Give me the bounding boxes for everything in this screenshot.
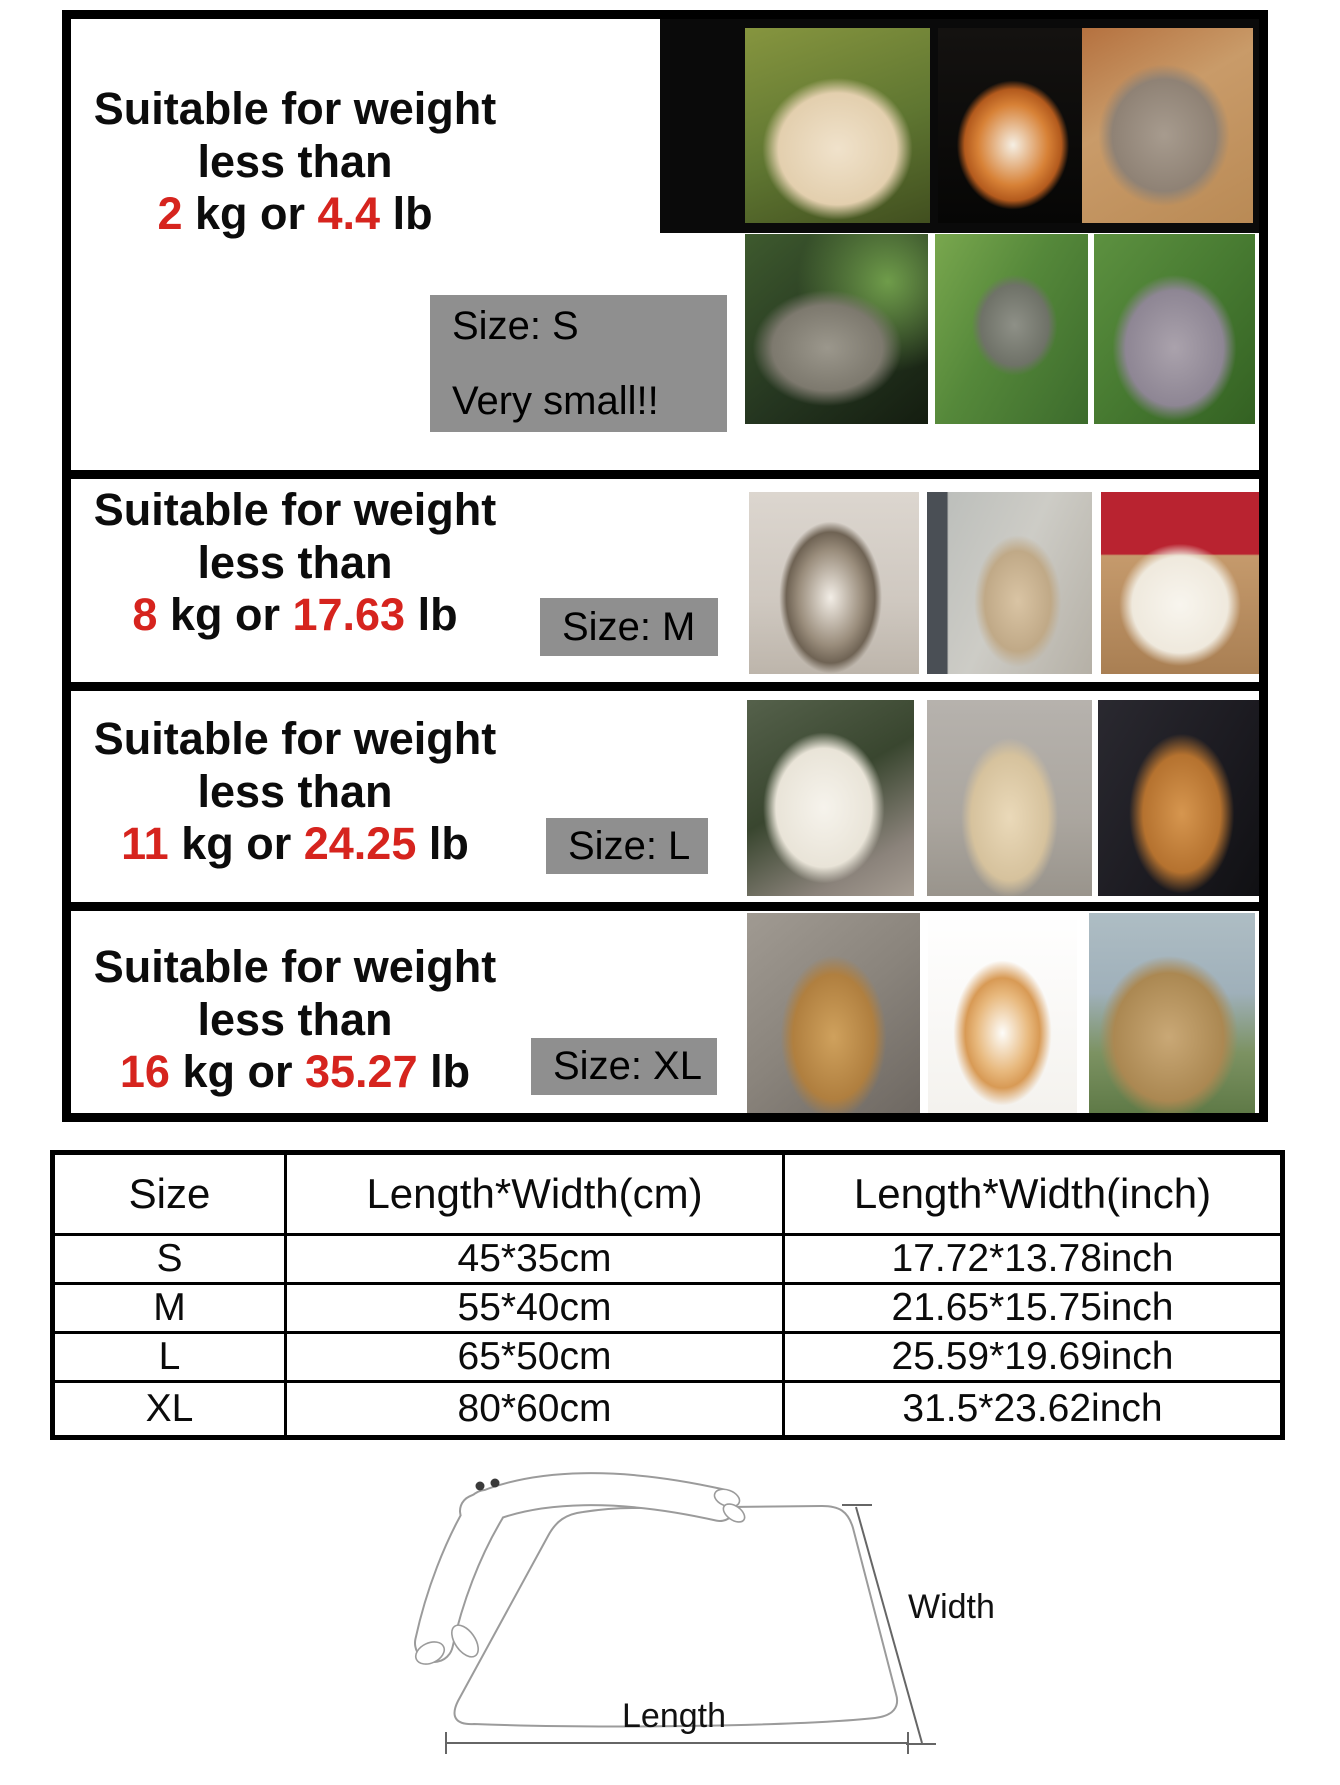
cell-s-cm: 45*35cm bbox=[286, 1235, 784, 1284]
photo-corgi bbox=[928, 913, 1077, 1113]
length-dimension-line bbox=[446, 1732, 908, 1754]
photo-bichon-frise bbox=[747, 700, 914, 896]
section-m-line2: less than bbox=[197, 536, 393, 588]
divider-s-m bbox=[71, 470, 1259, 479]
section-l-weight-text bbox=[73, 713, 517, 871]
photo-grey-hamster bbox=[1082, 28, 1253, 223]
table-row-s bbox=[53, 1235, 1283, 1284]
cell-xl-size: XL bbox=[53, 1382, 286, 1438]
photo-tabby-cat bbox=[749, 492, 919, 674]
cell-l-size: L bbox=[53, 1333, 286, 1382]
section-xl-line1: Suitable for weight bbox=[93, 941, 497, 992]
divider-l-xl bbox=[71, 902, 1259, 911]
size-l-label: Size: L bbox=[568, 823, 691, 868]
toy-eye-right bbox=[491, 1479, 500, 1488]
bed-measurement-diagram bbox=[330, 1455, 1030, 1785]
photo-pomeranian bbox=[1101, 492, 1259, 674]
section-xl-weight-line: 16 kg or 35.27 lb bbox=[119, 1046, 471, 1098]
photo-sugar-glider-leaves bbox=[935, 234, 1088, 424]
size-table-header-inch: Length*Width(inch) bbox=[784, 1153, 1283, 1235]
size-table-header-size: Size bbox=[53, 1153, 286, 1235]
cell-l-cm: 65*50cm bbox=[286, 1333, 784, 1382]
size-s-label-box bbox=[430, 295, 727, 432]
cell-m-inch: 21.65*15.75inch bbox=[784, 1284, 1283, 1333]
cell-l-inch: 25.59*19.69inch bbox=[784, 1333, 1283, 1382]
size-xl-label-box bbox=[531, 1038, 717, 1095]
section-xl-weight-text bbox=[73, 941, 517, 1099]
size-table bbox=[50, 1150, 1285, 1440]
bed-outline bbox=[455, 1506, 898, 1726]
cell-m-cm: 55*40cm bbox=[286, 1284, 784, 1333]
toy-eye-left bbox=[476, 1482, 485, 1491]
size-table-header-cm: Length*Width(cm) bbox=[286, 1153, 784, 1235]
size-xl-label: Size: XL bbox=[553, 1044, 702, 1088]
section-s-line1: Suitable for weight bbox=[93, 83, 497, 134]
cell-s-inch: 17.72*13.78inch bbox=[784, 1235, 1283, 1284]
section-s-line2: less than bbox=[197, 135, 393, 187]
section-m-weight-line: 8 kg or 17.63 lb bbox=[132, 589, 458, 641]
table-row-xl bbox=[53, 1382, 1283, 1438]
table-row-m bbox=[53, 1284, 1283, 1333]
photo-longhair-cat bbox=[927, 492, 1092, 674]
size-m-label: Size: M bbox=[562, 604, 696, 649]
photo-shar-pei bbox=[1089, 913, 1255, 1113]
section-m-weight-text bbox=[73, 484, 517, 642]
cell-xl-inch: 31.5*23.62inch bbox=[784, 1382, 1283, 1438]
photo-guinea-pig bbox=[938, 28, 1088, 223]
section-l-line1: Suitable for weight bbox=[93, 713, 497, 764]
photo-tan-dog bbox=[747, 913, 920, 1113]
size-s-note: Very small!! bbox=[452, 379, 659, 423]
section-s-weight-line: 2 kg or 4.4 lb bbox=[157, 188, 433, 240]
photo-cream-hamster bbox=[745, 28, 930, 223]
cell-xl-cm: 80*60cm bbox=[286, 1382, 784, 1438]
section-xl-line2: less than bbox=[197, 993, 393, 1045]
size-l-label-box bbox=[546, 818, 708, 874]
photo-poodle bbox=[927, 700, 1092, 896]
size-table-header-row bbox=[53, 1153, 1283, 1235]
cell-m-size: M bbox=[53, 1284, 286, 1333]
width-label: Width bbox=[908, 1588, 995, 1626]
section-m-line1: Suitable for weight bbox=[93, 484, 497, 535]
cell-s-size: S bbox=[53, 1235, 286, 1284]
photo-orange-cat bbox=[1098, 700, 1259, 896]
length-label: Length bbox=[622, 1697, 726, 1735]
size-s-label: Size: S bbox=[452, 304, 579, 348]
section-s-weight-text bbox=[73, 83, 517, 241]
table-row-l bbox=[53, 1333, 1283, 1382]
weight-sections-frame bbox=[62, 10, 1268, 1122]
section-l-weight-line: 11 kg or 24.25 lb bbox=[121, 818, 469, 870]
divider-m-l bbox=[71, 682, 1259, 691]
photo-chinchilla bbox=[1094, 234, 1255, 424]
size-m-label-box bbox=[540, 598, 718, 656]
section-l-line2: less than bbox=[197, 765, 393, 817]
photo-sugar-glider-perched bbox=[745, 234, 928, 424]
